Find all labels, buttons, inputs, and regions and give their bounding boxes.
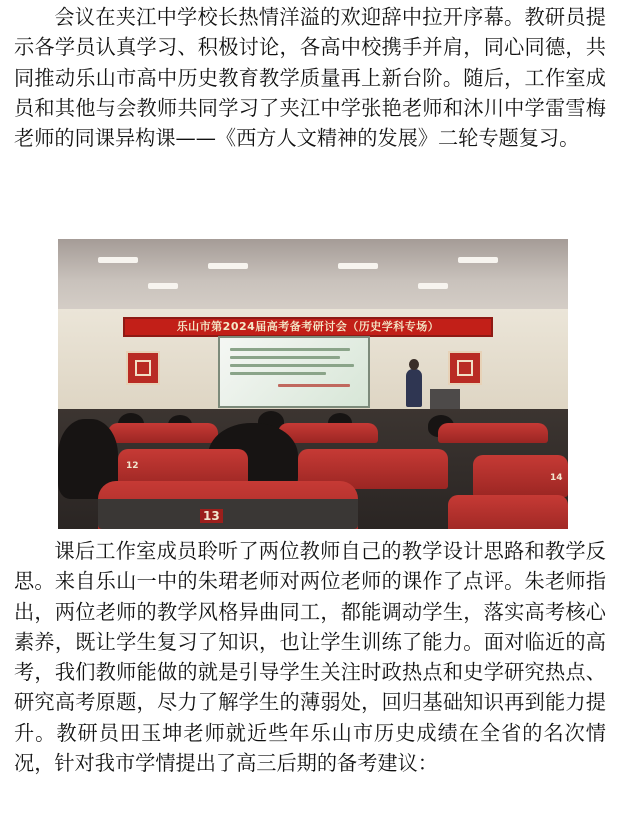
- speaker-figure: [406, 369, 422, 407]
- conference-hall-photo: [58, 239, 568, 529]
- seat-foreground: [448, 495, 568, 529]
- seal-decoration-left: [126, 351, 160, 385]
- seat-number: 13: [200, 509, 223, 523]
- seat-number: 12: [126, 461, 139, 471]
- seat-number: 14: [550, 473, 563, 483]
- intro-paragraph: 会议在夹江中学校长热情洋溢的欢迎辞中拉开序幕。教研员提示各学员认真学习、积极讨论，各高中校携手并肩，同心同德，共同推动乐山市高中历史教育教学质量再上新台阶。随后，工作室成员和其他与会教师共同学习了夹江中学张艳老师和沐川中学雷雪梅老师的同课异构课——《西方人文精神的发展》二轮专题复习。: [14, 5, 606, 151]
- ceiling-light: [418, 283, 448, 289]
- seat-row: [108, 423, 218, 443]
- seat-back: [98, 499, 358, 529]
- seat-row: [438, 423, 548, 443]
- ceiling-light: [98, 257, 138, 263]
- ceiling-light: [148, 283, 178, 289]
- ceiling-light: [458, 257, 498, 263]
- ceiling-light: [338, 263, 378, 269]
- ceiling-light: [208, 263, 248, 269]
- projection-screen: [218, 336, 370, 408]
- seal-decoration-right: [448, 351, 482, 385]
- ceiling: [58, 239, 568, 309]
- meeting-banner: 乐山市第2024届高考备考研讨会（历史学科专场）: [123, 317, 493, 337]
- audience-area: [58, 409, 568, 529]
- review-paragraph: 课后工作室成员聆听了两位教师自己的教学设计思路和教学反思。来自乐山一中的朱珺老师对两位老师的课作了点评。朱老师指出，两位老师的教学风格异曲同工，都能调动学生，落实高考核心素养，既让学生复习了知识，也让学生训练了能力。面对临近的高考，我们教师能做的就是引导学生关注时政热点和史学研究热点、研究高考原题，尽力了解学生的薄弱处，回归基础知识再到能力提升。教研员田玉坤老师就近些年乐山市历史成绩在全省的名次情况，针对我市学情提出了高三后期的备考建议：: [14, 539, 606, 776]
